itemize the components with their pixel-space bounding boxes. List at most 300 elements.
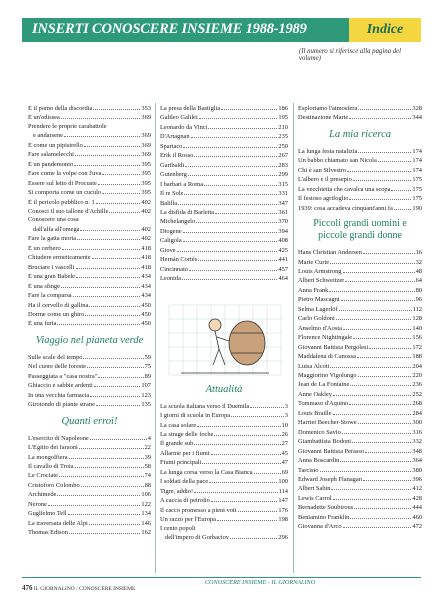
- entry-page: 267: [278, 152, 288, 160]
- index-entry: [160, 236, 288, 245]
- column-1: [28, 104, 151, 538]
- entry-page: 370: [278, 218, 288, 226]
- entry-title: Il festoso agrifoglio: [298, 195, 349, 203]
- leader-dots: [369, 343, 411, 349]
- leader-dots: [198, 255, 277, 261]
- leader-dots: [211, 449, 281, 455]
- section-title-grandi: Piccoli grandi uomini e piccole grandi donne: [313, 218, 407, 242]
- leader-dots: [329, 286, 414, 292]
- entry-title: Diogene: [160, 227, 182, 235]
- entry-page: 441: [278, 256, 288, 264]
- index-entry: [160, 487, 288, 496]
- entry-page: 3: [284, 412, 288, 420]
- entry-page: 316: [412, 428, 422, 436]
- entry-title: È un cerbero: [28, 244, 61, 252]
- entry-title: Hernán Cortés: [160, 256, 198, 264]
- leader-dots: [64, 131, 140, 137]
- leader-dots: [62, 244, 141, 250]
- entry-title: La mongolfiera: [28, 453, 68, 461]
- entry-title: Michelangelo: [160, 218, 196, 226]
- index-entry: [160, 506, 288, 515]
- entry-title: È una furia: [28, 320, 57, 328]
- leader-dots: [365, 447, 411, 453]
- entry-page: 128: [412, 315, 422, 323]
- page-subtitle: (Il numero si riferisce alla pagina del volume): [299, 48, 402, 62]
- leader-dots: [183, 142, 277, 148]
- entry-title: La traversata delle Alpi: [28, 519, 88, 527]
- leader-dots: [74, 160, 140, 166]
- entry-page: 284: [412, 409, 422, 417]
- index-entry: [28, 481, 151, 490]
- leader-dots: [98, 179, 141, 185]
- entry-page: 402: [141, 207, 151, 215]
- entry-title: Selma Lagerlöf: [298, 305, 338, 313]
- entry-title: Jean de La Fontaine: [298, 381, 350, 389]
- index-entry: [298, 258, 422, 267]
- entry-title: Garibaldi: [160, 161, 185, 169]
- entry-page: 48: [415, 267, 422, 275]
- entry-page: 210: [278, 123, 288, 131]
- index-entry: [298, 286, 422, 295]
- entry-title: La disfida di Barletta: [160, 208, 215, 216]
- index-entry: [28, 462, 151, 471]
- entry-page: 204: [412, 362, 422, 370]
- entry-title: Fare come la volpe con l'uva: [28, 170, 102, 178]
- entry-page: 315: [278, 180, 288, 188]
- leader-dots: [61, 282, 140, 288]
- index-entry: [28, 198, 151, 207]
- index-entry: [298, 513, 422, 522]
- leader-dots: [69, 453, 144, 459]
- leader-dots: [182, 274, 277, 280]
- entry-title: La vecchietta che cavalca una scopa: [298, 185, 391, 193]
- index-entry: [28, 253, 151, 262]
- leader-dots: [350, 380, 411, 386]
- leader-dots: [89, 519, 141, 525]
- column-divider-1: [155, 103, 156, 573]
- index-entry: [28, 169, 151, 178]
- leader-dots: [85, 310, 140, 316]
- index-entry: [298, 156, 422, 165]
- index-entry: [160, 142, 288, 151]
- entry-title: Giovanna d'Arco: [298, 523, 342, 531]
- entry-page: 10: [281, 421, 288, 429]
- index-entry: [160, 430, 288, 439]
- entry-page: 464: [278, 275, 288, 283]
- index-entry: [160, 477, 288, 486]
- index-entry: [298, 362, 422, 371]
- leader-dots: [61, 113, 141, 119]
- index-entry: [160, 402, 288, 411]
- entry-title: Nerone: [28, 500, 47, 508]
- leader-dots: [352, 437, 411, 443]
- leader-dots: [93, 104, 140, 110]
- entry-title: Albert Schweitzer: [298, 277, 345, 285]
- column-3: [298, 104, 422, 532]
- entry-title: La strage delle foche: [160, 430, 214, 438]
- entry-title: Fare la comparsa: [28, 292, 72, 300]
- index-entry: [160, 151, 288, 160]
- index-entry: [28, 509, 151, 518]
- index-entry: [298, 390, 422, 399]
- leader-dots: [68, 509, 141, 515]
- index-entry: [298, 113, 422, 122]
- entry-page: 434: [141, 273, 151, 281]
- leader-dots: [69, 528, 140, 534]
- leader-dots: [194, 439, 280, 445]
- index-entry: [28, 160, 151, 169]
- entry-title: Leonida: [160, 275, 181, 283]
- entry-page: 175: [412, 176, 422, 184]
- entry-title: Chiudere ermeticamente: [28, 254, 91, 262]
- entry-title: Dorme come un ghiro: [28, 310, 85, 318]
- index-entry: [160, 525, 288, 533]
- entry-title: I soldati della pace: [160, 478, 209, 486]
- index-entry: [160, 468, 288, 477]
- entry-title: La scuola italiana verso il Duemila: [160, 402, 250, 410]
- index-entry: [298, 475, 422, 484]
- leader-dots: [191, 132, 278, 138]
- index-entry: [28, 353, 151, 362]
- index-entry: [298, 399, 422, 408]
- entry-page: 156: [412, 334, 422, 342]
- index-entry: [160, 421, 288, 430]
- entry-title: Pietro Mascagni: [298, 296, 340, 304]
- leader-dots: [185, 161, 277, 167]
- index-entry: [160, 170, 288, 179]
- entry-title: Maddalena di Canossa: [298, 353, 356, 361]
- entry-page: 250: [278, 142, 288, 150]
- leader-dots: [347, 166, 411, 172]
- index-entry: [298, 447, 422, 456]
- index-entry: [28, 225, 151, 234]
- entry-page: 268: [412, 400, 422, 408]
- leader-dots: [339, 305, 412, 311]
- index-entry: [298, 494, 422, 503]
- leader-dots: [79, 443, 144, 449]
- illustration-barrel-man: [159, 295, 290, 385]
- entry-page: 45: [281, 449, 288, 457]
- entry-title: Il cacco promesso a pieni voti: [160, 506, 237, 514]
- entry-page: 112: [412, 305, 422, 313]
- entry-title: I giorni di scuola in Europa: [160, 412, 231, 420]
- index-entry: [28, 131, 151, 140]
- leader-dots: [358, 371, 412, 377]
- index-tag: Indice: [349, 18, 421, 42]
- entry-title: Luisa Alcott: [298, 362, 330, 370]
- index-entry: [298, 522, 422, 531]
- index-entry: [160, 411, 288, 420]
- entry-page: 3: [284, 402, 288, 410]
- footer-left-text: IL GIORNALINO / CONOSCERE INSIEME: [33, 586, 136, 592]
- leader-dots: [250, 402, 284, 408]
- entry-page: 418: [141, 263, 151, 271]
- entry-page: 175: [412, 195, 422, 203]
- list-viaggio: [28, 353, 151, 410]
- leader-dots: [349, 194, 411, 200]
- entry-title: L'esercito di Napoleone: [28, 434, 89, 442]
- index-entry: [160, 265, 288, 274]
- leader-dots: [197, 421, 280, 427]
- entry-page: 361: [278, 208, 288, 216]
- leader-dots: [76, 272, 140, 278]
- section-title-quanti: Quanti erroi!: [61, 415, 118, 427]
- leader-dots: [75, 462, 144, 468]
- index-entry: [28, 381, 151, 390]
- list-attualita: [160, 402, 288, 543]
- entry-page: 283: [278, 161, 288, 169]
- entry-title: dall'alfa all'omega: [33, 225, 80, 233]
- entry-title: La lunga festa natalizia: [298, 147, 358, 155]
- entry-page: 146: [141, 519, 151, 527]
- index-entry: [298, 267, 422, 276]
- index-entry: [160, 208, 288, 217]
- entry-title: Bruciare i vascelli: [28, 263, 75, 271]
- index-entry: [28, 310, 151, 319]
- index-entry: [28, 188, 151, 197]
- leader-dots: [230, 533, 277, 539]
- entry-title: Giambattista Bodoni: [298, 438, 352, 446]
- index-entry: [160, 533, 288, 542]
- entry-title: Un babbo chiamato san Nicola: [298, 157, 377, 165]
- entry-title: e andarsene: [33, 132, 63, 140]
- leader-dots: [363, 248, 415, 254]
- entry-page: 434: [141, 292, 151, 300]
- entry-page: 186: [278, 105, 288, 112]
- page-title: INSERTI CONOSCERE INSIEME 1988-1989: [32, 21, 307, 37]
- entry-page: 27: [281, 440, 288, 448]
- leader-dots: [76, 263, 141, 269]
- index-entry: [298, 352, 422, 361]
- leader-dots: [96, 400, 140, 406]
- leader-dots: [345, 276, 414, 282]
- index-entry: [160, 449, 288, 458]
- entry-page: 174: [412, 166, 422, 174]
- leader-dots: [391, 185, 411, 191]
- index-entry: [298, 456, 422, 465]
- leader-dots: [89, 301, 140, 307]
- entry-page: 444: [412, 504, 422, 512]
- entry-title: È il pericolo pubblico n. 1: [28, 198, 95, 206]
- entry-page: 380: [412, 466, 422, 474]
- entry-title: Cristoforo Colombo: [28, 481, 80, 489]
- entry-title: L'Egitto dei faraoni: [28, 444, 78, 452]
- entry-title: Giove: [160, 246, 176, 254]
- entry-page: 369: [141, 114, 151, 122]
- entry-page: 344: [412, 114, 422, 122]
- leader-dots: [183, 236, 278, 242]
- leader-dots: [221, 104, 277, 110]
- entry-title: Il cavallo di Troia: [28, 462, 74, 470]
- leader-dots: [87, 362, 144, 368]
- entry-page: 395: [141, 160, 151, 168]
- index-entry: [298, 503, 422, 512]
- index-entry: [160, 199, 288, 208]
- leader-dots: [90, 391, 140, 397]
- entry-page: 26: [281, 430, 288, 438]
- entry-title: Chi è san Silvestro: [298, 166, 347, 174]
- index-entry: [160, 439, 288, 448]
- entry-title: Il grande sub: [160, 440, 194, 448]
- leader-dots: [189, 265, 277, 271]
- entry-page: 198: [278, 516, 288, 524]
- leader-dots: [231, 411, 284, 417]
- entry-page: 472: [412, 523, 422, 531]
- section-title-viaggio: Viaggio nel pianeta verde: [35, 334, 144, 346]
- entry-page: 58: [144, 462, 151, 470]
- index-entry: [160, 113, 288, 122]
- entry-page: 296: [278, 533, 288, 541]
- entry-title: Un razzo per l'Europa: [160, 516, 216, 524]
- leader-dots: [209, 477, 277, 483]
- index-entry: [28, 434, 151, 443]
- leader-dots: [109, 207, 140, 213]
- leader-dots: [177, 246, 278, 252]
- leader-dots: [208, 123, 277, 129]
- column-divider-2: [293, 103, 294, 573]
- entry-page: 4: [147, 434, 151, 442]
- leader-dots: [102, 169, 140, 175]
- entry-page: 107: [141, 382, 151, 390]
- entry-title: Girotondo di piante strane: [28, 401, 95, 409]
- index-entry: [160, 189, 288, 198]
- page-number: 476: [22, 584, 33, 592]
- entry-title: Louis Braille: [298, 409, 332, 417]
- index-entry: [298, 295, 422, 304]
- leader-dots: [94, 381, 141, 387]
- index-entry: [28, 123, 151, 131]
- index-entry: [160, 161, 288, 170]
- leader-dots: [333, 494, 412, 500]
- leader-dots: [330, 362, 411, 368]
- entry-page: 134: [141, 510, 151, 518]
- entry-title: Archimede: [28, 491, 57, 499]
- entry-title: È il pomo della discordia: [28, 105, 93, 112]
- leader-dots: [194, 487, 278, 493]
- entry-title: Erik il Rosso: [160, 152, 194, 160]
- entry-page: 75: [144, 363, 151, 371]
- leader-dots: [358, 418, 412, 424]
- index-entry: [298, 409, 422, 418]
- index-entry: [160, 217, 288, 226]
- index-entry: [28, 150, 151, 159]
- index-entry: [298, 324, 422, 333]
- index-entry: [160, 274, 288, 283]
- leader-dots: [341, 295, 415, 301]
- index-entry: [28, 104, 151, 113]
- index-entry: [28, 519, 151, 528]
- entry-title: La lunga corsa verso la Casa Bianca: [160, 468, 253, 476]
- entry-title: D'Artagnan: [160, 133, 190, 141]
- entry-page: 190: [412, 204, 422, 212]
- index-entry: [298, 305, 422, 314]
- entry-page: 369: [141, 132, 151, 140]
- entry-page: 450: [141, 310, 151, 318]
- index-entry: [298, 333, 422, 342]
- entry-page: 425: [278, 246, 288, 254]
- entry-title: È una sfinge: [28, 282, 60, 290]
- entry-page: 32: [415, 258, 422, 266]
- entry-page: 39: [144, 453, 151, 461]
- leader-dots: [349, 399, 411, 405]
- leader-dots: [77, 234, 140, 240]
- entry-title: Conosci il suo tallone d'Achille: [28, 207, 109, 215]
- entry-title: I cento popoli: [160, 524, 196, 532]
- leader-dots: [102, 188, 140, 194]
- entry-title: La presa della Bastiglia: [160, 105, 221, 112]
- entry-page: 188: [412, 353, 422, 361]
- leader-dots: [330, 258, 415, 264]
- index-entry: [298, 276, 422, 285]
- entry-title: È una gran Babele: [28, 273, 76, 281]
- index-entry: [28, 234, 151, 243]
- index-entry: [298, 204, 422, 213]
- entry-page: 369: [141, 141, 151, 149]
- index-entry: [298, 484, 422, 493]
- leader-dots: [59, 471, 144, 477]
- entry-page: 418: [141, 254, 151, 262]
- entry-page: 408: [278, 237, 288, 245]
- index-entry: [160, 132, 288, 141]
- index-entry: [298, 248, 422, 257]
- entry-page: 47: [281, 459, 288, 467]
- index-entry: [298, 371, 422, 380]
- index-entry: [28, 391, 151, 400]
- leader-dots: [350, 513, 411, 519]
- leader-dots: [80, 225, 140, 231]
- index-entry: [28, 453, 151, 462]
- index-entry: [28, 319, 151, 328]
- entry-title: Caligola: [160, 237, 182, 245]
- entry-page: 364: [412, 457, 422, 465]
- leader-dots: [320, 466, 412, 472]
- leader-dots: [81, 481, 144, 487]
- entry-title: Edward Joseph Flanagan: [298, 475, 362, 483]
- entry-page: 220: [412, 371, 422, 379]
- index-entry: [28, 272, 151, 281]
- leader-dots: [238, 506, 278, 512]
- entry-page: 235: [278, 133, 288, 141]
- entry-page: 88: [144, 481, 151, 489]
- entry-title: Lewis Carrol: [298, 494, 332, 502]
- leader-dots: [394, 204, 412, 210]
- entry-page: 64: [415, 277, 422, 285]
- entry-title: L'albero e il presepio: [298, 176, 352, 184]
- entry-title: Le Crociate: [28, 472, 58, 480]
- leader-dots: [96, 198, 141, 204]
- entry-title: Tommaso d'Aquino: [298, 400, 349, 408]
- index-entry: [28, 207, 151, 216]
- index-entry: [298, 437, 422, 446]
- entry-page: 175: [412, 185, 422, 193]
- list-proverbi: [28, 104, 151, 329]
- entry-title: Passeggiata a "casa nostra": [28, 372, 98, 380]
- entry-page: 80: [415, 286, 422, 294]
- index-entry: [298, 343, 422, 352]
- entry-title: Tigre, addio!: [160, 487, 194, 495]
- leader-dots: [363, 475, 412, 481]
- entry-page: 22: [144, 444, 151, 452]
- entry-title: Anselmo d'Aosta: [298, 324, 342, 332]
- entry-page: 402: [141, 235, 151, 243]
- leader-dots: [340, 456, 411, 462]
- leader-dots: [357, 352, 412, 358]
- index-entry: [298, 147, 422, 156]
- leader-dots: [358, 104, 411, 110]
- entry-title: È un'odissea: [28, 114, 60, 122]
- index-entry: [298, 466, 422, 475]
- leader-dots: [196, 217, 277, 223]
